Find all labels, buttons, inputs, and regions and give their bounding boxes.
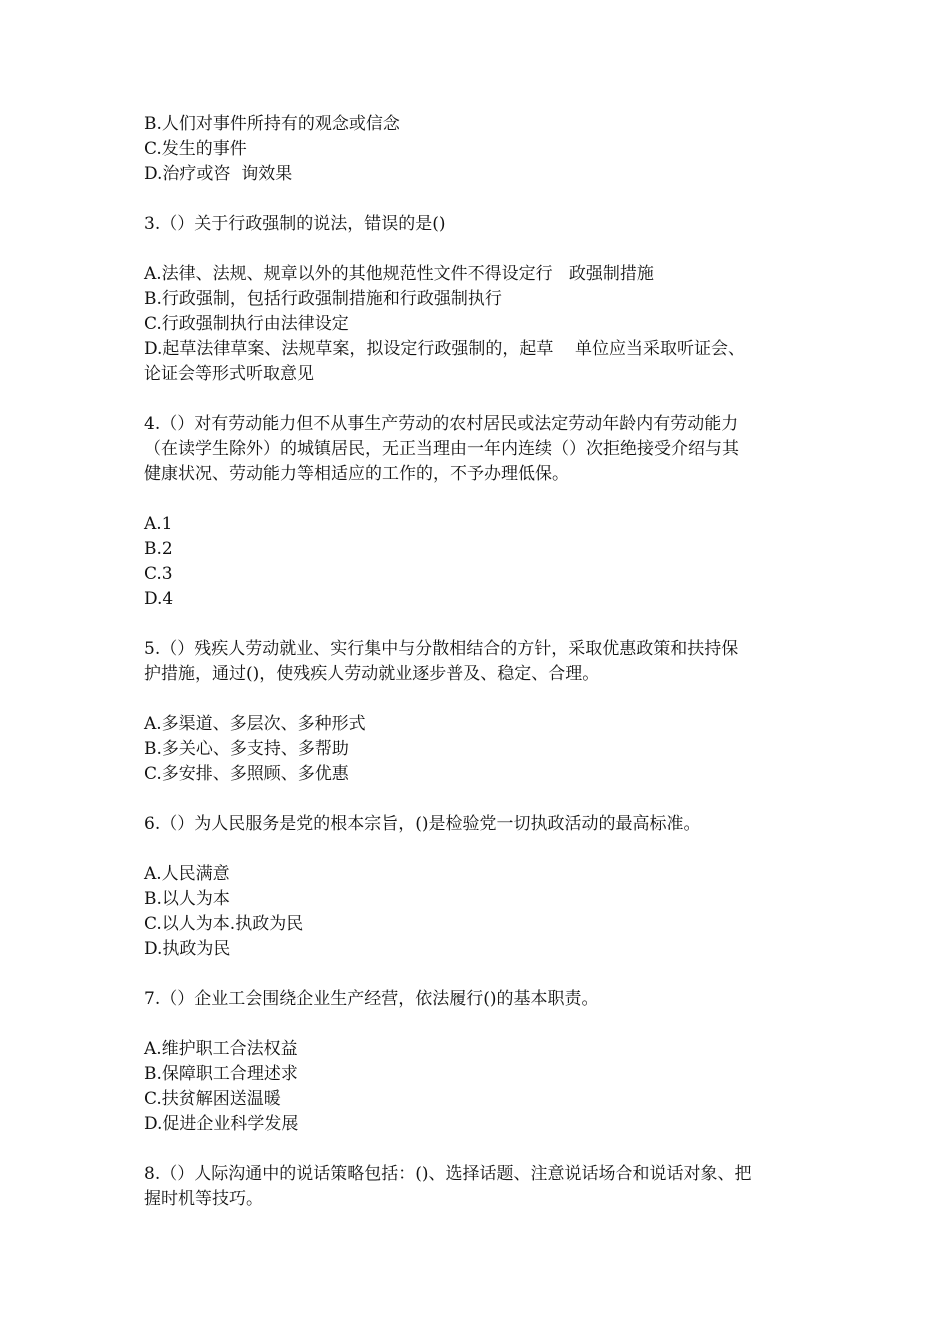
option-d: D.起草法律草案、法规草案，拟设定行政强制的，起草 单位应当采取听证会、 xyxy=(144,339,746,359)
option-d: D.促进企业科学发展 xyxy=(144,1114,299,1134)
option-c: C.以人为本.执政为民 xyxy=(144,914,304,934)
question-stem: （在读学生除外）的城镇居民，无正当理由一年内连续（）次拒绝接受介绍与其 xyxy=(144,439,739,459)
question-6 xyxy=(144,812,824,962)
option-b: B.多关心、多支持、多帮助 xyxy=(144,739,349,759)
question-4 xyxy=(144,412,824,612)
question-stem: 健康状况、劳动能力等相适应的工作的，不予办理低保。 xyxy=(144,464,569,484)
option-b: B.保障职工合理述求 xyxy=(144,1064,298,1084)
document-page xyxy=(144,112,824,1212)
question-stem: 4.（）对有劳动能力但不从事生产劳动的农村居民或法定劳动年龄内有劳动能力 xyxy=(144,414,739,434)
option-a: A.多渠道、多层次、多种形式 xyxy=(144,714,366,734)
option-d: D.执政为民 xyxy=(144,939,231,959)
option-a: A.1 xyxy=(144,514,173,534)
option-b: B.以人为本 xyxy=(144,889,230,909)
question-stem: 8.（）人际沟通中的说话策略包括：()、选择话题、注意说话场合和说话对象、把 xyxy=(144,1164,752,1184)
question-stem: 护措施，通过()，使残疾人劳动就业逐步普及、稳定、合理。 xyxy=(144,664,600,684)
question-8 xyxy=(144,1162,824,1212)
option-c: C.3 xyxy=(144,564,173,584)
option-d: D.治疗或咨 询效果 xyxy=(144,164,293,184)
option-b: B.行政强制，包括行政强制措施和行政强制执行 xyxy=(144,289,502,309)
question-5 xyxy=(144,637,824,787)
question-stem: 6.（）为人民服务是党的根本宗旨，()是检验党一切执政活动的最高标准。 xyxy=(144,814,701,834)
option-d-continued: 论证会等形式听取意见 xyxy=(144,364,314,384)
question-stem: 5.（）残疾人劳动就业、实行集中与分散相结合的方针，采取优惠政策和扶持保 xyxy=(144,639,739,659)
option-a: A.维护职工合法权益 xyxy=(144,1039,298,1059)
option-d: D.4 xyxy=(144,589,174,609)
carryover-options xyxy=(144,112,824,187)
question-stem: 7.（）企业工会围绕企业生产经营，依法履行()的基本职责。 xyxy=(144,989,599,1009)
option-c: C.多安排、多照顾、多优惠 xyxy=(144,764,349,784)
option-c: C.行政强制执行由法律设定 xyxy=(144,314,349,334)
option-b: B.2 xyxy=(144,539,173,559)
question-3 xyxy=(144,212,824,387)
question-7 xyxy=(144,987,824,1137)
option-b: B.人们对事件所持有的观念或信念 xyxy=(144,114,400,134)
option-c: C.发生的事件 xyxy=(144,139,247,159)
option-c: C.扶贫解困送温暖 xyxy=(144,1089,281,1109)
question-stem: 握时机等技巧。 xyxy=(144,1189,263,1209)
option-a: A.人民满意 xyxy=(144,864,230,884)
option-a: A.法律、法规、规章以外的其他规范性文件不得设定行 政强制措施 xyxy=(144,264,654,284)
question-stem: 3.（）关于行政强制的说法，错误的是() xyxy=(144,214,446,234)
